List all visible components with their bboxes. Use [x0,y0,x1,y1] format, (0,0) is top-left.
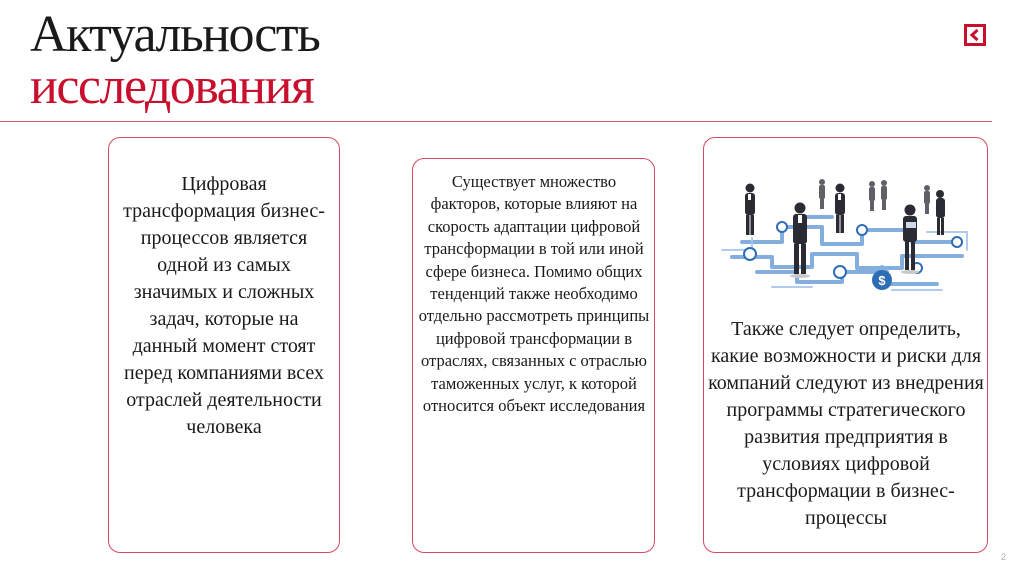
card-middle-text: Существует множество факторов, которые влияют на скорость адаптации цифровой трансформации в той или иной сфере бизнеса. Помимо общих тенденций также необходимо отдельно рассмотреть принципы цифровой трансформации в отраслях, связанных с отраслью таможенных услуг, к которой относится объект исследования [418,172,650,416]
svg-text:$: $ [878,273,886,288]
page-title-line2: исследования [30,58,314,115]
business-network-people-illustration [712,172,977,298]
page-title-line1: Актуальность [30,6,320,63]
back-arrow-icon[interactable] [964,24,986,46]
card-right-text: Также следует определить, какие возможности и риски для компаний следуют из внедрения программы стратегического развития предприятия в условиях цифровой трансформации в бизнес-процессы [708,318,984,529]
header-divider [0,121,992,122]
card-left-text: Цифровая трансформация бизнес-процессов является одной из самых значимых и сложных задач, которые на данный момент стоят перед компаниями всех отраслей деятельности человека [123,173,325,438]
page-number: 2 [1001,552,1007,562]
